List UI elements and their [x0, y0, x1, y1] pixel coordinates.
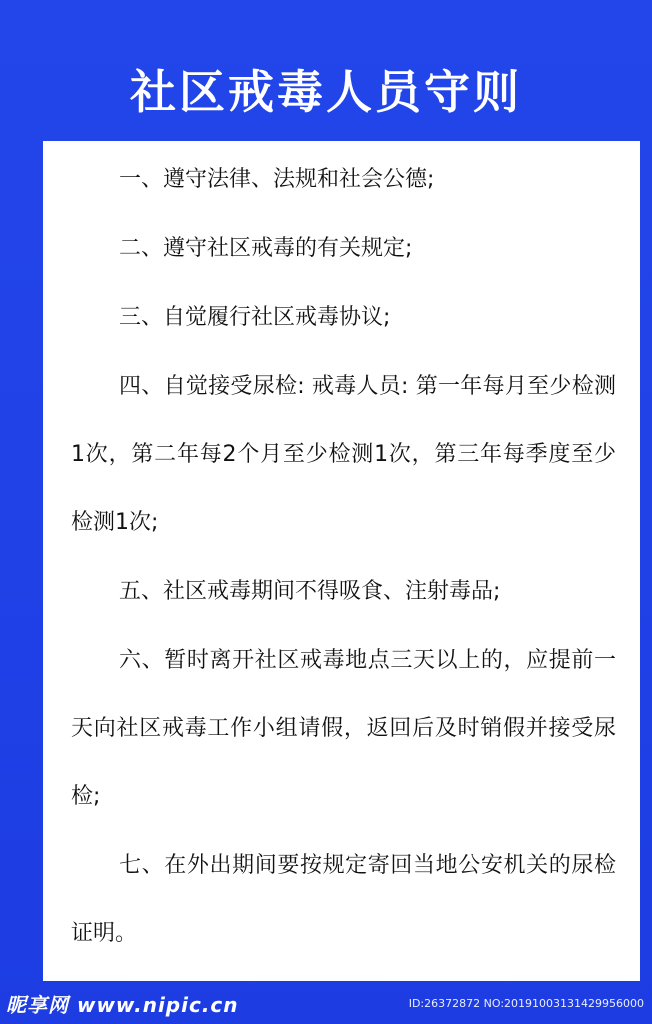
- poster-title: 社区戒毒人员守则: [130, 65, 522, 119]
- watermark-id: ID:26372872 NO:20191003131429956000: [408, 997, 644, 1010]
- rule-item-4: 四、自觉接受尿检: 戒毒人员: 第一年每月至少检测1次，第二年每2个月至少检测1次，第三年每季度至少检测1次;: [71, 374, 616, 535]
- rules-list: [71, 163, 616, 986]
- rule-item-3: 三、自觉履行社区戒毒协议;: [119, 305, 391, 330]
- rule-item-1: 一、遵守法律、法规和社会公德;: [119, 167, 435, 192]
- watermark-logo: 昵享网 www.nipic.cn: [6, 993, 239, 1017]
- rule-item-2: 二、遵守社区戒毒的有关规定;: [119, 236, 413, 261]
- rule-item-6: 六、暂时离开社区戒毒地点三天以上的，应提前一天向社区戒毒工作小组请假，返回后及时销假并接受尿检;: [71, 648, 616, 809]
- rule-item-5: 五、社区戒毒期间不得吸食、注射毒品;: [119, 579, 501, 604]
- rule-item-7: 七、在外出期间要按规定寄回当地公安机关的尿检证明。: [71, 853, 616, 946]
- rules-panel: [43, 141, 640, 981]
